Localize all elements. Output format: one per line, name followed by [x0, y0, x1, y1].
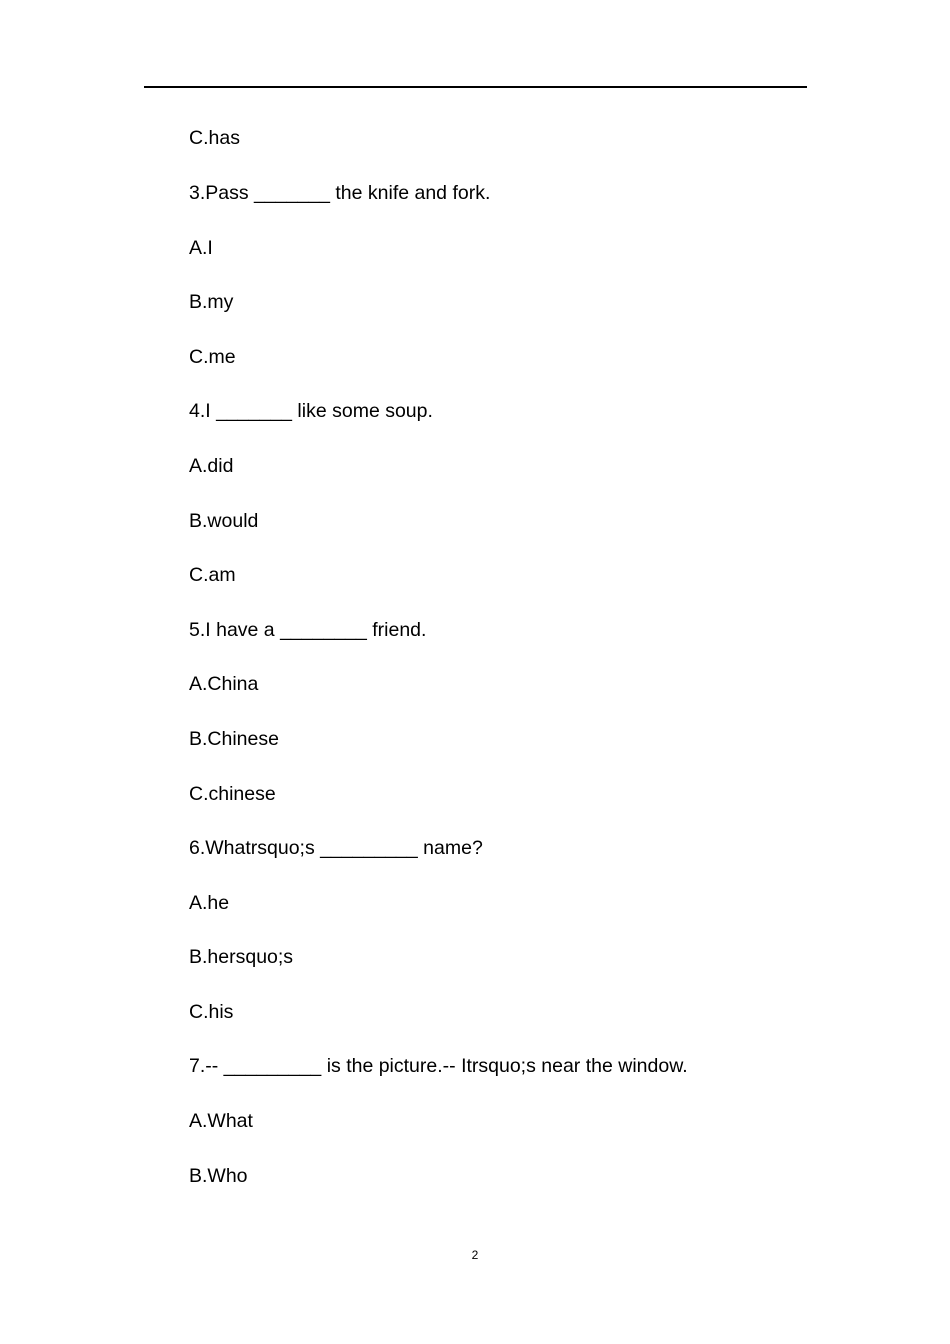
- option-a-i: A.I: [189, 237, 213, 259]
- option-a-he: A.he: [189, 892, 230, 914]
- header-rule: [144, 86, 807, 88]
- question-3: 3.Pass _______ the knife and fork.: [189, 182, 491, 204]
- option-b-chinese: B.Chinese: [189, 728, 279, 750]
- option-b-my: B.my: [189, 291, 234, 313]
- question-4: 4.I _______ like some soup.: [189, 400, 433, 422]
- option-c-has: C.has: [189, 127, 240, 149]
- question-6: 6.Whatrsquo;s _________ name?: [189, 837, 483, 859]
- option-c-am: C.am: [189, 564, 236, 586]
- option-b-would: B.would: [189, 510, 259, 532]
- page-number: 2: [471, 1248, 479, 1262]
- option-b-hers: B.hersquo;s: [189, 946, 294, 968]
- option-b-who: B.Who: [189, 1165, 248, 1187]
- option-c-chinese: C.chinese: [189, 783, 276, 805]
- option-a-china: A.China: [189, 673, 259, 695]
- question-5: 5.I have a ________ friend.: [189, 619, 427, 641]
- option-c-me: C.me: [189, 346, 236, 368]
- option-a-what: A.What: [189, 1110, 253, 1132]
- option-a-did: A.did: [189, 455, 234, 477]
- option-c-his: C.his: [189, 1001, 234, 1023]
- question-7: 7.-- _________ is the picture.-- Itrsquo;s near the window.: [189, 1055, 688, 1077]
